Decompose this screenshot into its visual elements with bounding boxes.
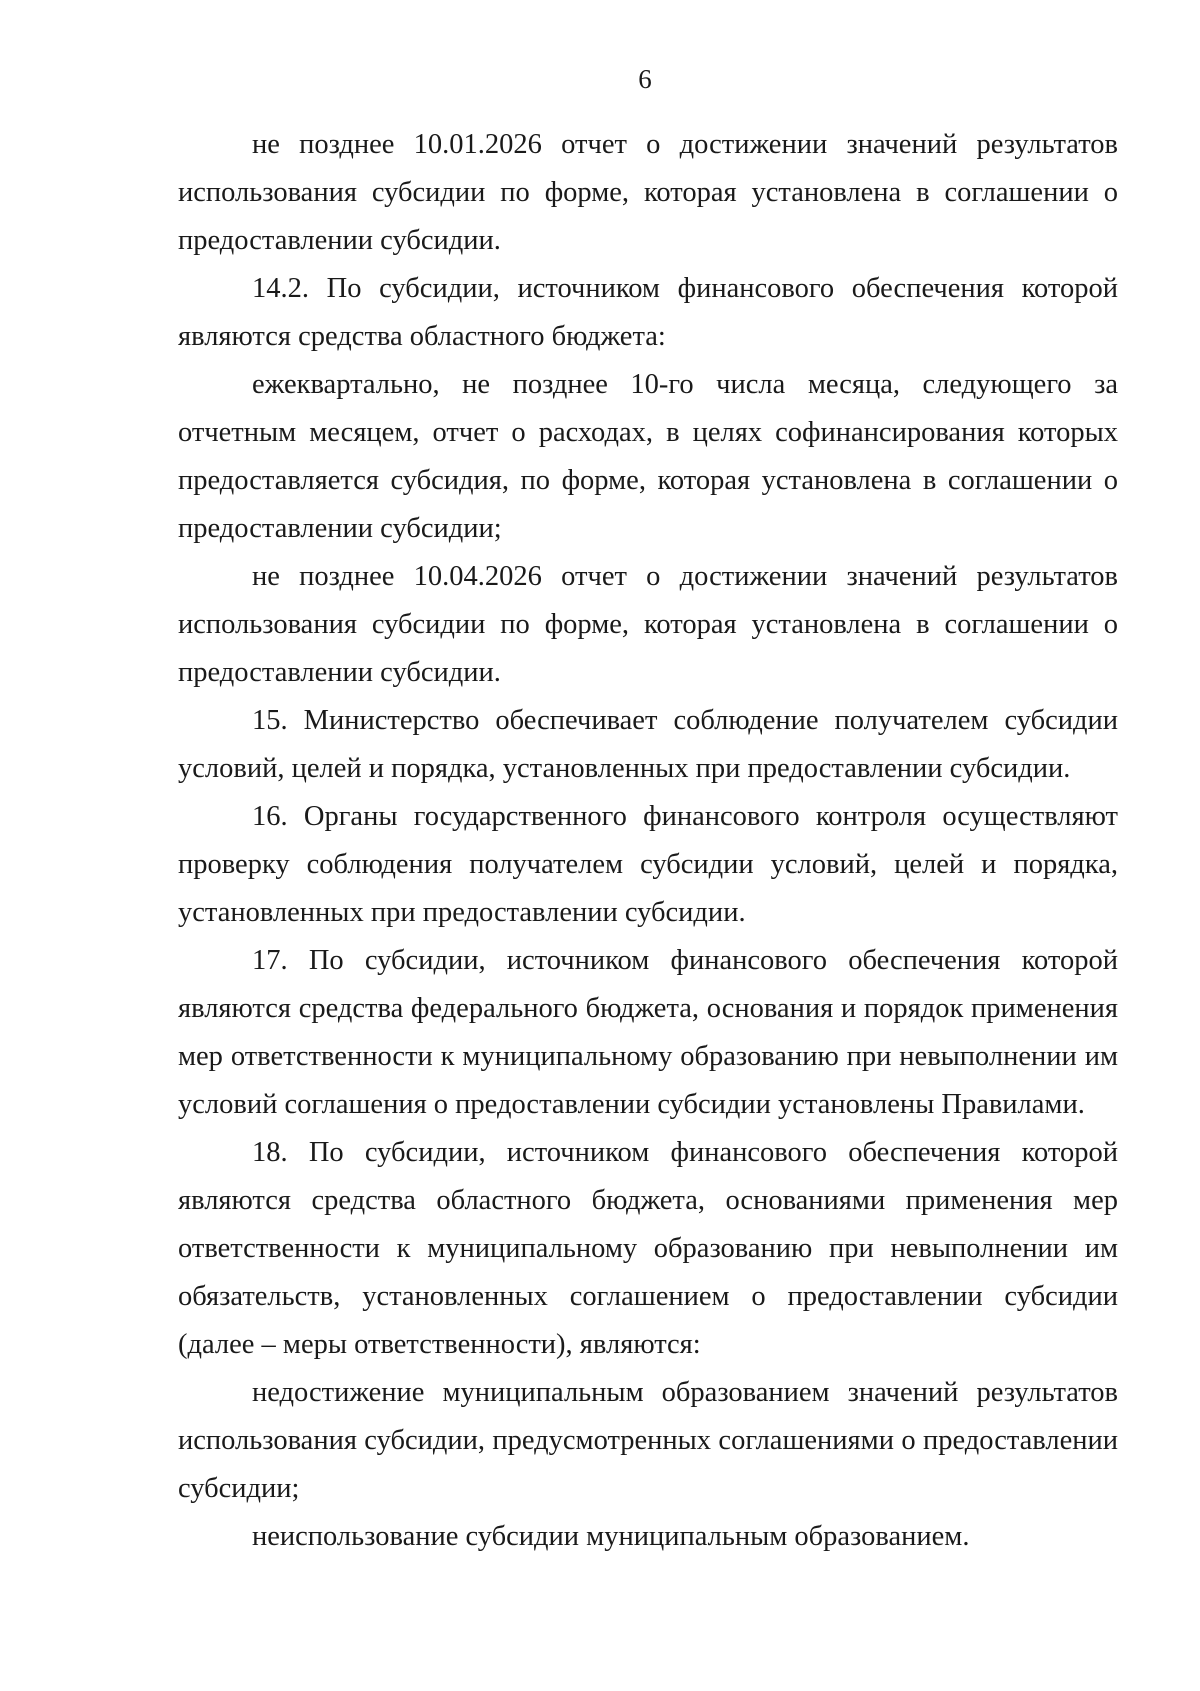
paragraph-report-deadline-2026-04: не позднее 10.04.2026 отчет о достижении значений результатов использования субсидии по форме, которая установлена в соглашении о предоставлении субсидии. <box>178 561 1118 688</box>
paragraph-15: 15. Министерство обеспечивает соблюдение получателем субсидии условий, целей и порядка, установленных при предоставлении субсидии. <box>178 705 1118 784</box>
paragraph-report-deadline-2026-01: не позднее 10.01.2026 отчет о достижении значений результатов использования субсидии по форме, которая установлена в соглашении о предоставлении субсидии. <box>178 129 1118 256</box>
paragraph-18: 18. По субсидии, источником финансового обеспечения которой являются средства областного бюджета, основаниями применения мер ответственности к муниципальному образованию при невыполнении им обязательств, установленных соглашением о предоставлении субсидии (далее – меры ответственности), являются: <box>178 1137 1118 1360</box>
paragraph-quarterly-report: ежеквартально, не позднее 10-го числа месяца, следующего за отчетным месяцем, отчет о расходах, в целях софинансирования которых предоставляется субсидия, по форме, которая установлена в соглашении о предоставлении субсидии; <box>178 369 1118 544</box>
paragraph-16: 16. Органы государственного финансового контроля осуществляют проверку соблюдения получателем субсидии условий, целей и порядка, установленных при предоставлении субсидии. <box>178 801 1118 928</box>
paragraph-17: 17. По субсидии, источником финансового обеспечения которой являются средства федерального бюджета, основания и порядок применения мер ответственности к муниципальному образованию при невыполнении им условий соглашения о предоставлении субсидии установлены Правилами. <box>178 945 1118 1120</box>
page-number: 6 <box>638 64 652 94</box>
paragraph-14-2: 14.2. По субсидии, источником финансового обеспечения которой являются средства областного бюджета: <box>178 273 1118 352</box>
document-body <box>178 121 1118 1561</box>
paragraph-ground-nonuse: неиспользование субсидии муниципальным образованием. <box>252 1521 970 1552</box>
paragraph-ground-underachievement: недостижение муниципальным образованием значений результатов использования субсидии, предусмотренных соглашениями о предоставлении субсидии; <box>178 1377 1118 1504</box>
